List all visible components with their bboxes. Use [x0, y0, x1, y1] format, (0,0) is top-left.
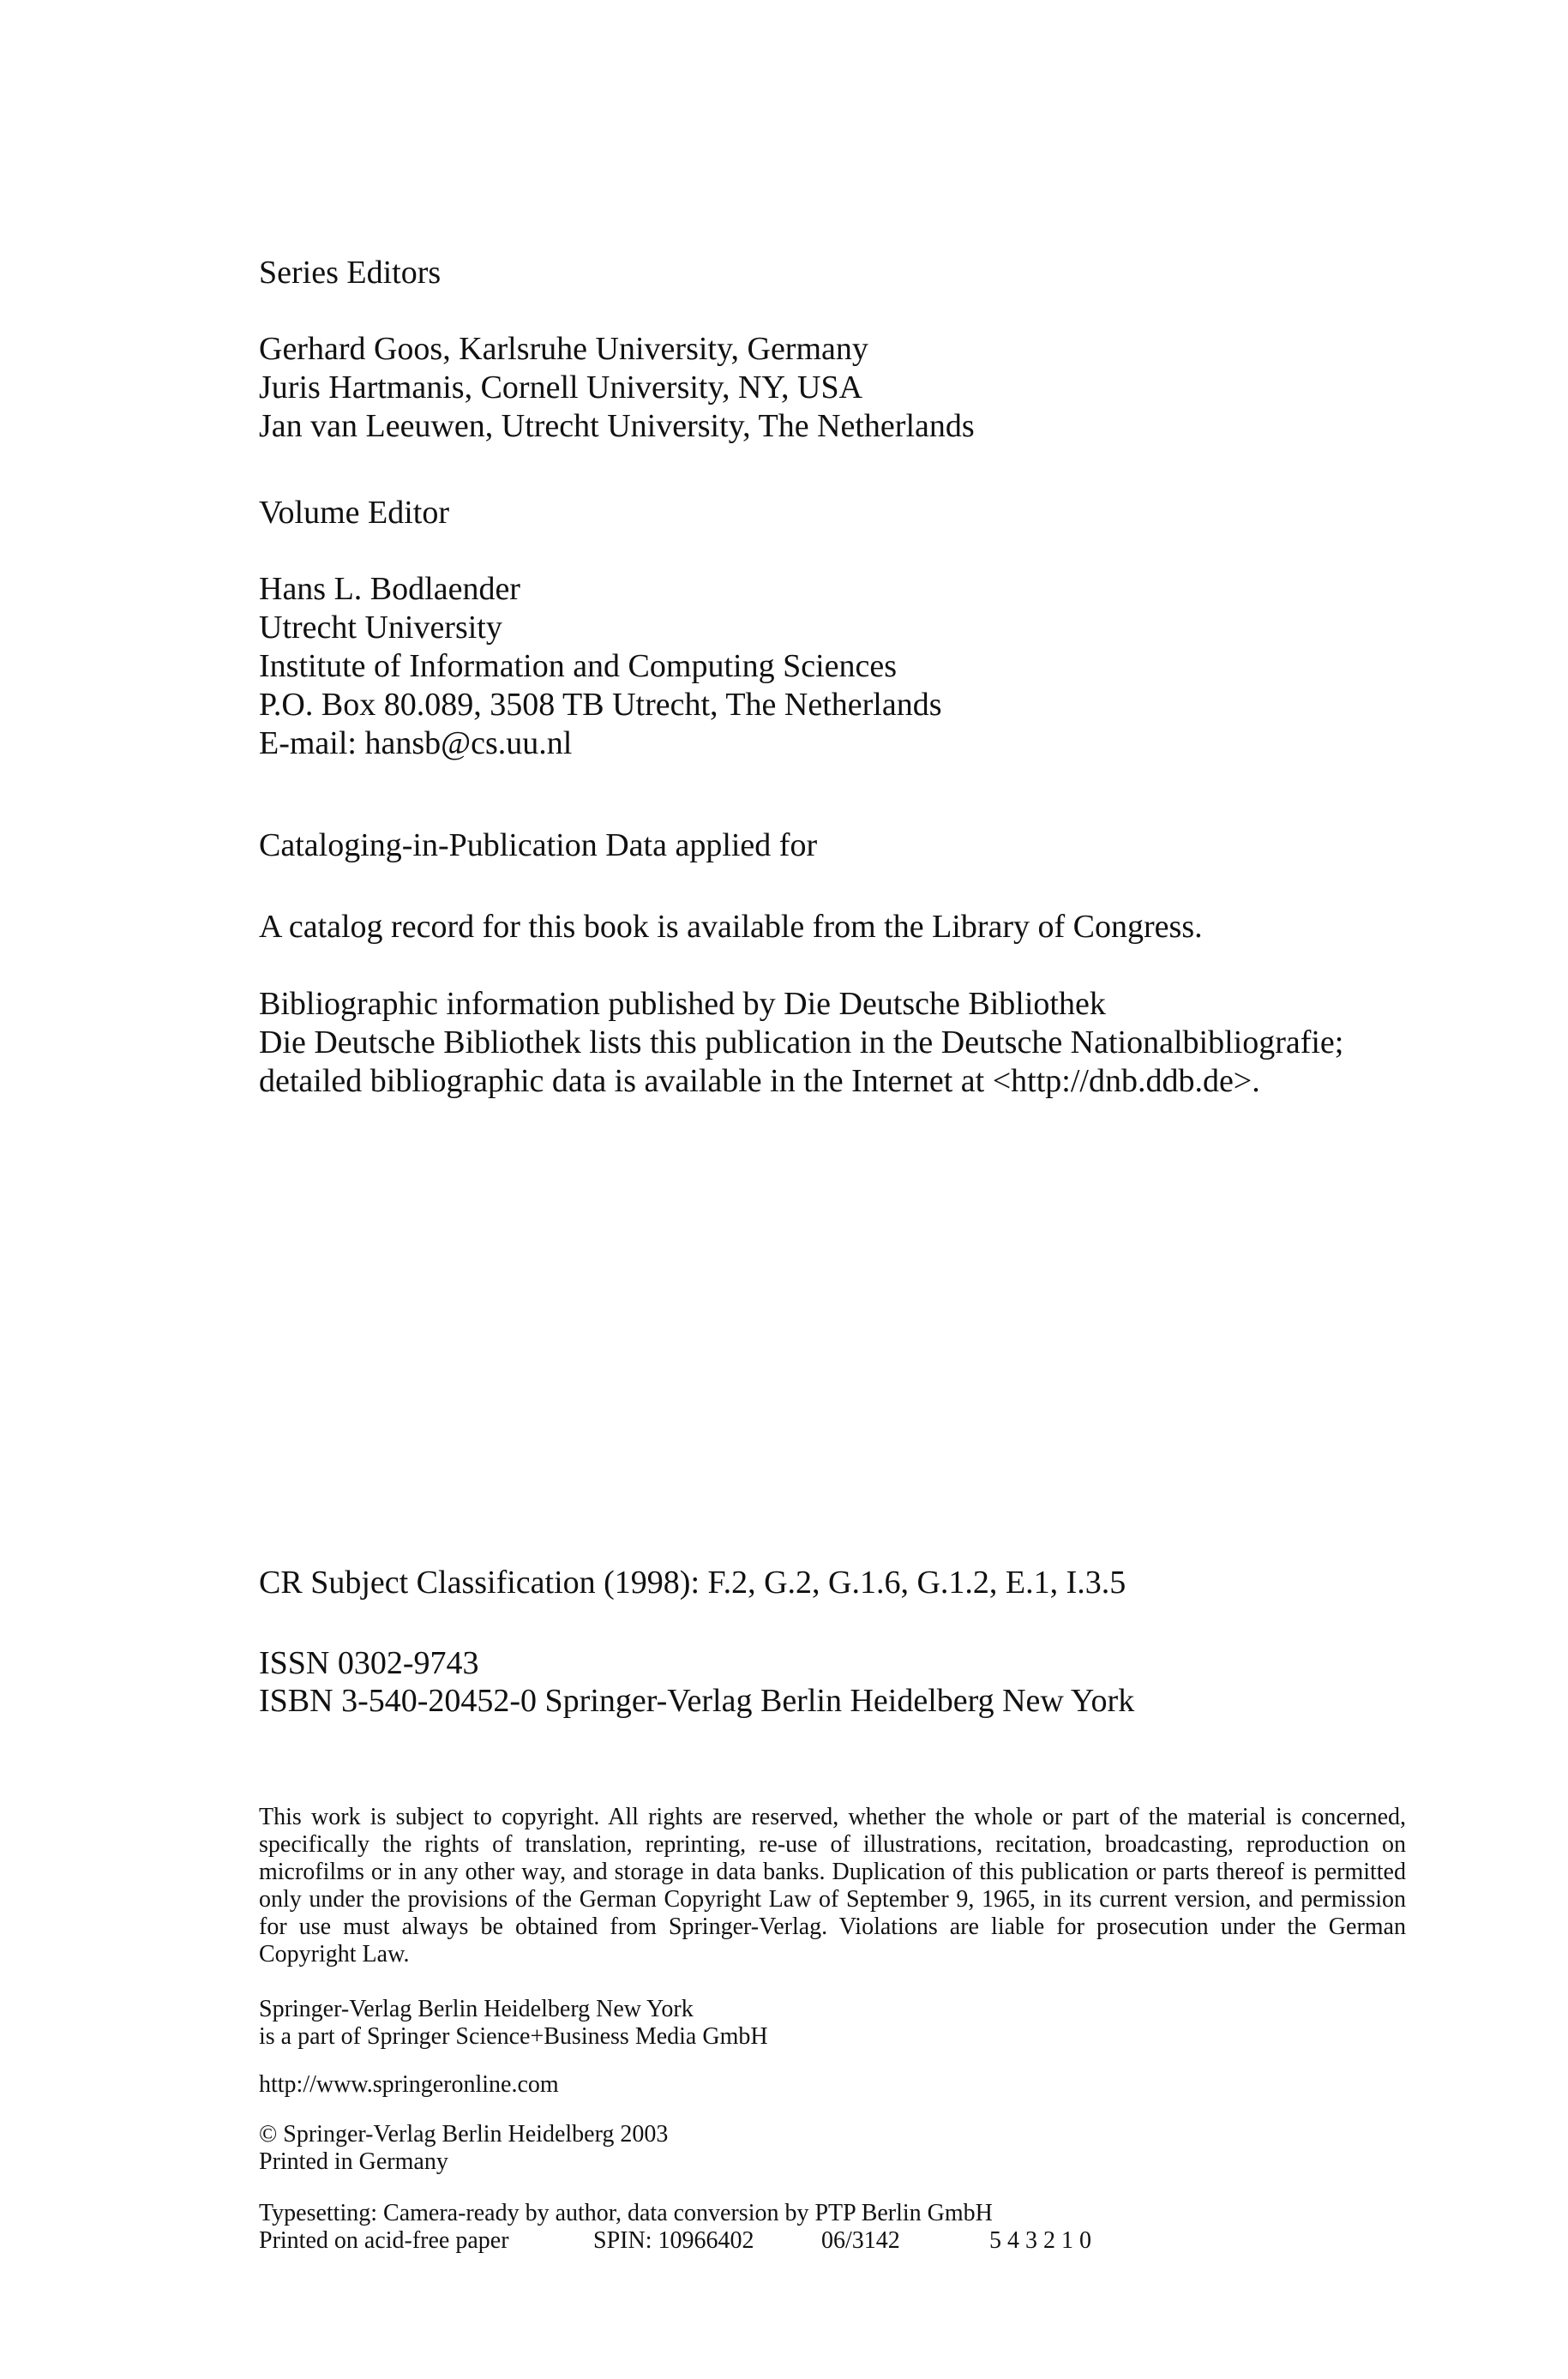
issn: ISSN 0302-9743: [259, 1645, 479, 1681]
printed-in-line: Printed in Germany: [259, 2148, 448, 2175]
loc-statement: A catalog record for this book is available from the Library of Congress.: [259, 909, 1203, 945]
series-editor-van-leeuwen: Jan van Leeuwen, Utrecht University, The Netherlands: [259, 408, 975, 444]
volume-editor-institute: Institute of Information and Computing Sciences: [259, 648, 898, 684]
cip-statement: Cataloging-in-Publication Data applied for: [259, 827, 818, 863]
publisher-line: Springer-Verlag Berlin Heidelberg New York: [259, 1996, 694, 2022]
publisher-line: is a part of Springer Science+Business Media GmbH: [259, 2023, 768, 2050]
series-editor-goos: Gerhard Goos, Karlsruhe University, Germany: [259, 331, 868, 367]
volume-editor-heading: Volume Editor: [259, 495, 450, 531]
cr-subject-classification: CR Subject Classification (1998): F.2, G.2, G.1.6, G.1.2, E.1, I.3.5: [259, 1565, 1126, 1601]
copyright-notice: This work is subject to copyright. All rights are reserved, whether the whole or part of the material is concerned, specifically the rights of translation, reprinting, re-use of illustrations, recitation, broadcasting, reproduction on microfilms or in any other way, and storage in data banks. Duplication of this publication or parts thereof is permitted only under the provisions of the German Copyright Law of September 9, 1965, in its current version, and permission for use must always be obtained from Springer-Verlag. Violations are liable for prosecution under the German Copyright Law.: [259, 1804, 1406, 1967]
print-code: 06/3142: [821, 2227, 900, 2254]
volume-editor-address: [259, 570, 1408, 763]
bibliographic-info-line: Bibliographic information published by Die Deutsche Bibliothek: [259, 986, 1106, 1022]
printing-numbers: 5 4 3 2 1 0: [989, 2227, 1091, 2254]
copyright-statement: [259, 2121, 1408, 2176]
volume-editor-po-box: P.O. Box 80.089, 3508 TB Utrecht, The Netherlands: [259, 687, 942, 723]
series-editor-hartmanis: Juris Hartmanis, Cornell University, NY, USA: [259, 369, 863, 406]
spin-number: SPIN: 10966402: [593, 2227, 754, 2254]
publisher-url: http://www.springeronline.com: [259, 2071, 559, 2098]
volume-editor-university: Utrecht University: [259, 610, 502, 646]
bibliographic-info-line: Die Deutsche Bibliothek lists this publication in the Deutsche Nationalbibliografie;: [259, 1024, 1344, 1060]
bibliographic-info: [259, 985, 1408, 1101]
bibliographic-info-line: detailed bibliographic data is available in the Internet at <http://dnb.ddb.de>.: [259, 1063, 1260, 1099]
series-editors-heading: Series Editors: [259, 255, 442, 291]
publisher-info: [259, 1996, 1408, 2051]
volume-editor-email: E-mail: hansb@cs.uu.nl: [259, 725, 573, 761]
copyright-line: © Springer-Verlag Berlin Heidelberg 2003: [259, 2121, 669, 2148]
series-editors-list: [259, 330, 1408, 446]
acid-free-paper: Printed on acid-free paper: [259, 2227, 509, 2254]
typesetting-info: Typesetting: Camera-ready by author, data conversion by PTP Berlin GmbH: [259, 2200, 993, 2226]
volume-editor-name: Hans L. Bodlaender: [259, 571, 520, 607]
isbn: ISBN 3-540-20452-0 Springer-Verlag Berlin Heidelberg New York: [259, 1683, 1135, 1719]
